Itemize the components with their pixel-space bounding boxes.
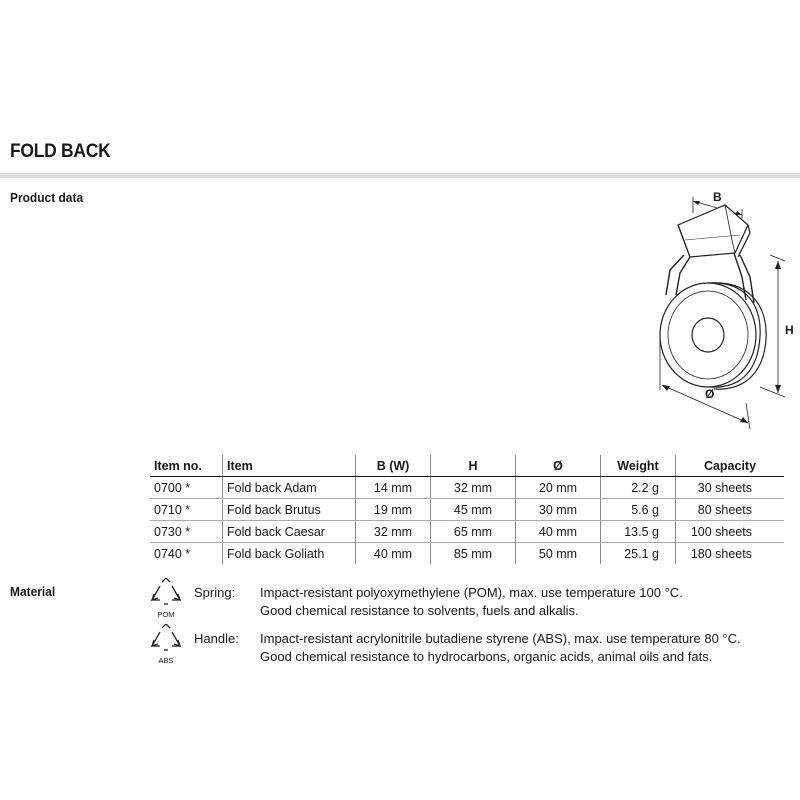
dim-d-label: Ø <box>705 387 715 401</box>
cell-h: 32 mm <box>431 477 516 499</box>
cell-diameter: 40 mm <box>516 521 601 543</box>
cell-weight: 5.6 g <box>601 499 676 521</box>
material-description <box>260 630 741 666</box>
cell-b: 19 mm <box>356 499 431 521</box>
cell-item-no: 0700 * <box>150 477 223 499</box>
product-data-label: Product data <box>10 190 84 205</box>
recycle-icon <box>148 578 184 620</box>
cell-capacity: 30 sheets <box>676 477 785 499</box>
cell-h: 45 mm <box>431 499 516 521</box>
cell-h: 65 mm <box>431 521 516 543</box>
col-b: B (W) <box>356 455 431 477</box>
cell-weight: 13.5 g <box>601 521 676 543</box>
cell-capacity: 180 sheets <box>676 543 785 565</box>
recycle-code: POM <box>157 610 175 619</box>
cell-diameter: 50 mm <box>516 543 601 565</box>
cell-b: 14 mm <box>356 477 431 499</box>
cell-item: Fold back Goliath <box>223 543 356 565</box>
cell-item: Fold back Caesar <box>223 521 356 543</box>
col-weight: Weight <box>601 455 676 477</box>
cell-item-no: 0740 * <box>154 546 191 561</box>
col-diameter: Ø <box>516 455 601 477</box>
fold-back-drawing <box>650 185 800 435</box>
recycle-code: ABS <box>158 656 174 665</box>
cell-weight: 25.1 g <box>601 543 676 565</box>
table-header-row <box>150 455 784 477</box>
cell-weight: 2.2 g <box>601 477 676 499</box>
material-line-1: Impact-resistant polyoxymethylene (POM), max. use temperature 100 °C. <box>260 585 683 600</box>
cell-item-no: 0730 * <box>150 521 223 543</box>
cell-h: 85 mm <box>431 543 516 565</box>
cell-item: Fold back Brutus <box>223 499 356 521</box>
cell-b: 32 mm <box>356 521 431 543</box>
material-line-1: Impact-resistant acrylonitrile butadiene styrene (ABS), max. use temperature 80 °C. <box>260 631 741 646</box>
recycle-icon <box>148 624 184 666</box>
material-part-label: Handle: <box>194 631 239 646</box>
title-divider <box>0 173 800 178</box>
cell-item: Fold back Adam <box>223 477 356 499</box>
dim-h-label: H <box>785 323 794 337</box>
dim-b-label: B <box>713 190 722 204</box>
col-capacity: Capacity <box>676 455 785 477</box>
col-item: Item <box>223 455 356 477</box>
cell-diameter: 30 mm <box>516 499 601 521</box>
cell-capacity: 100 sheets <box>676 521 785 543</box>
material-description <box>260 584 683 620</box>
col-h: H <box>431 455 516 477</box>
cell-diameter: 20 mm <box>516 477 601 499</box>
table-row <box>150 521 784 543</box>
page-title: FOLD BACK <box>10 141 111 162</box>
table-row <box>150 543 784 565</box>
cell-b: 40 mm <box>356 543 431 565</box>
cell-item-no: 0710 * <box>150 499 223 521</box>
material-line-2: Good chemical resistance to hydrocarbons, organic acids, animal oils and fats. <box>260 649 713 664</box>
product-table <box>150 455 784 564</box>
material-part-label: Spring: <box>194 585 236 600</box>
cell-capacity: 80 sheets <box>676 499 785 521</box>
col-item-no: Item no. <box>150 455 223 477</box>
material-label: Material <box>10 584 56 599</box>
material-line-2: Good chemical resistance to solvents, fuels and alkalis. <box>260 603 579 618</box>
table-row <box>150 477 784 499</box>
table-row <box>150 499 784 521</box>
